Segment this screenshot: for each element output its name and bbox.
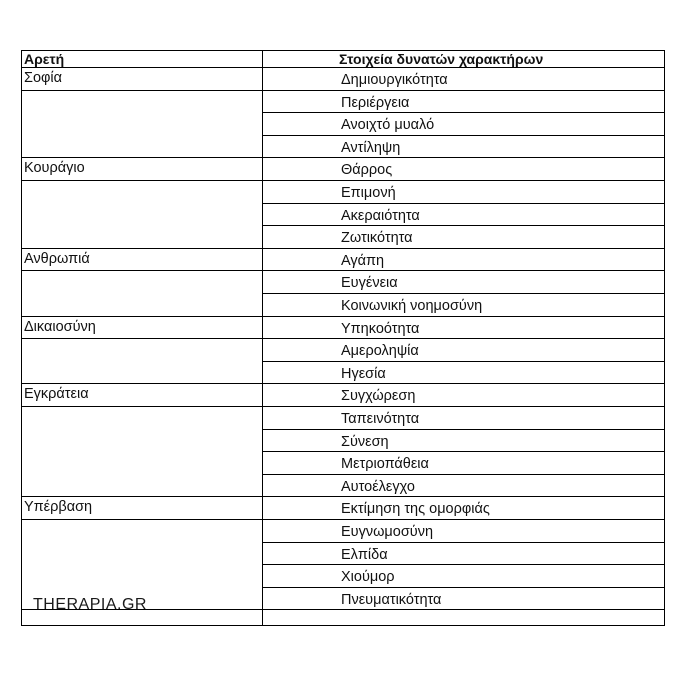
- strength-row-line: [262, 519, 665, 520]
- group-separator: [21, 383, 262, 384]
- strength-row-line: [262, 451, 665, 452]
- group-separator: [21, 248, 262, 249]
- virtue-underline: [21, 338, 262, 339]
- strength-row-line: [262, 587, 665, 588]
- strength-cell: Ευγνωμοσύνη: [341, 524, 434, 540]
- virtue-cell: Κουράγιο: [24, 160, 85, 177]
- header-virtue: Αρετή: [24, 51, 65, 67]
- strength-cell: Μετριοπάθεια: [341, 456, 429, 473]
- virtue-cell: Εγκράτεια: [24, 386, 89, 403]
- strength-row-line: [262, 112, 665, 113]
- strength-cell: Εκτίμηση της ομορφιάς: [341, 501, 490, 518]
- strength-cell: Περιέργεια: [341, 94, 410, 111]
- strength-cell: Ελπίδα: [341, 546, 388, 563]
- virtue-cell: Σοφία: [24, 70, 63, 86]
- strength-row-line: [262, 135, 665, 136]
- strength-cell: Αντίληψη: [341, 139, 401, 156]
- virtue-cell: Ανθρωπιά: [24, 250, 90, 267]
- header-row-line: [21, 67, 665, 68]
- strength-cell: Ηγεσία: [341, 365, 386, 382]
- virtues-table: [21, 50, 665, 626]
- strength-row-line: [262, 429, 665, 430]
- strength-row-line: [262, 338, 665, 339]
- watermark-text: THERAPIA.GR: [33, 596, 147, 613]
- strength-cell: Συγχώρεση: [341, 388, 416, 405]
- strength-cell: Ευγένεια: [341, 275, 398, 292]
- strength-cell: Επιμονή: [341, 185, 396, 201]
- strength-cell: Πνευματικότητα: [341, 591, 442, 608]
- strength-cell: Χιούμορ: [341, 569, 395, 586]
- virtue-cell: Δικαιοσύνη: [24, 318, 96, 335]
- strength-row-line: [262, 90, 665, 91]
- virtue-underline: [21, 270, 262, 271]
- strength-cell: Κοινωνική νοημοσύνη: [341, 298, 483, 314]
- strength-row-line: [262, 180, 665, 181]
- group-separator: [21, 157, 262, 158]
- group-separator: [21, 496, 262, 497]
- strength-row-line: [262, 542, 665, 543]
- virtue-cell: Υπέρβαση: [24, 499, 93, 516]
- strength-cell: Ταπεινότητα: [341, 411, 420, 427]
- strength-cell: Αγάπη: [341, 252, 385, 269]
- strength-row-line: [262, 564, 665, 565]
- strength-row-line: [262, 406, 665, 407]
- strength-cell: Δημιουργικότητα: [341, 72, 448, 88]
- strength-cell: Ακεραιότητα: [341, 207, 420, 224]
- strength-row-line: [262, 157, 665, 158]
- virtue-underline: [21, 180, 262, 181]
- virtue-underline: [21, 90, 262, 91]
- virtue-underline: [21, 519, 262, 520]
- strength-row-line: [262, 316, 665, 317]
- strength-cell: Αμεροληψία: [341, 343, 419, 360]
- strength-row-line: [262, 496, 665, 497]
- group-separator: [21, 316, 262, 317]
- strength-cell: Θάρρος: [341, 162, 393, 179]
- header-strengths: Στοιχεία δυνατών χαρακτήρων: [339, 51, 544, 67]
- strength-cell: Αυτοέλεγχο: [341, 478, 415, 495]
- strength-cell: Ζωτικότητα: [341, 230, 413, 247]
- virtue-underline: [21, 406, 262, 407]
- strength-row-line: [262, 248, 665, 249]
- strength-row-line: [262, 225, 665, 226]
- strength-cell: Υπηκοότητα: [341, 320, 420, 337]
- strength-row-line: [262, 270, 665, 271]
- strength-cell: Σύνεση: [341, 433, 389, 450]
- strength-row-line: [262, 474, 665, 475]
- table-border-bottom: [21, 625, 665, 626]
- strength-row-line: [262, 383, 665, 384]
- strength-row-line: [262, 361, 665, 362]
- strength-row-line: [262, 293, 665, 294]
- strength-row-line: [262, 609, 665, 610]
- strength-row-line: [262, 203, 665, 204]
- strength-cell: Ανοιχτό μυαλό: [341, 117, 435, 134]
